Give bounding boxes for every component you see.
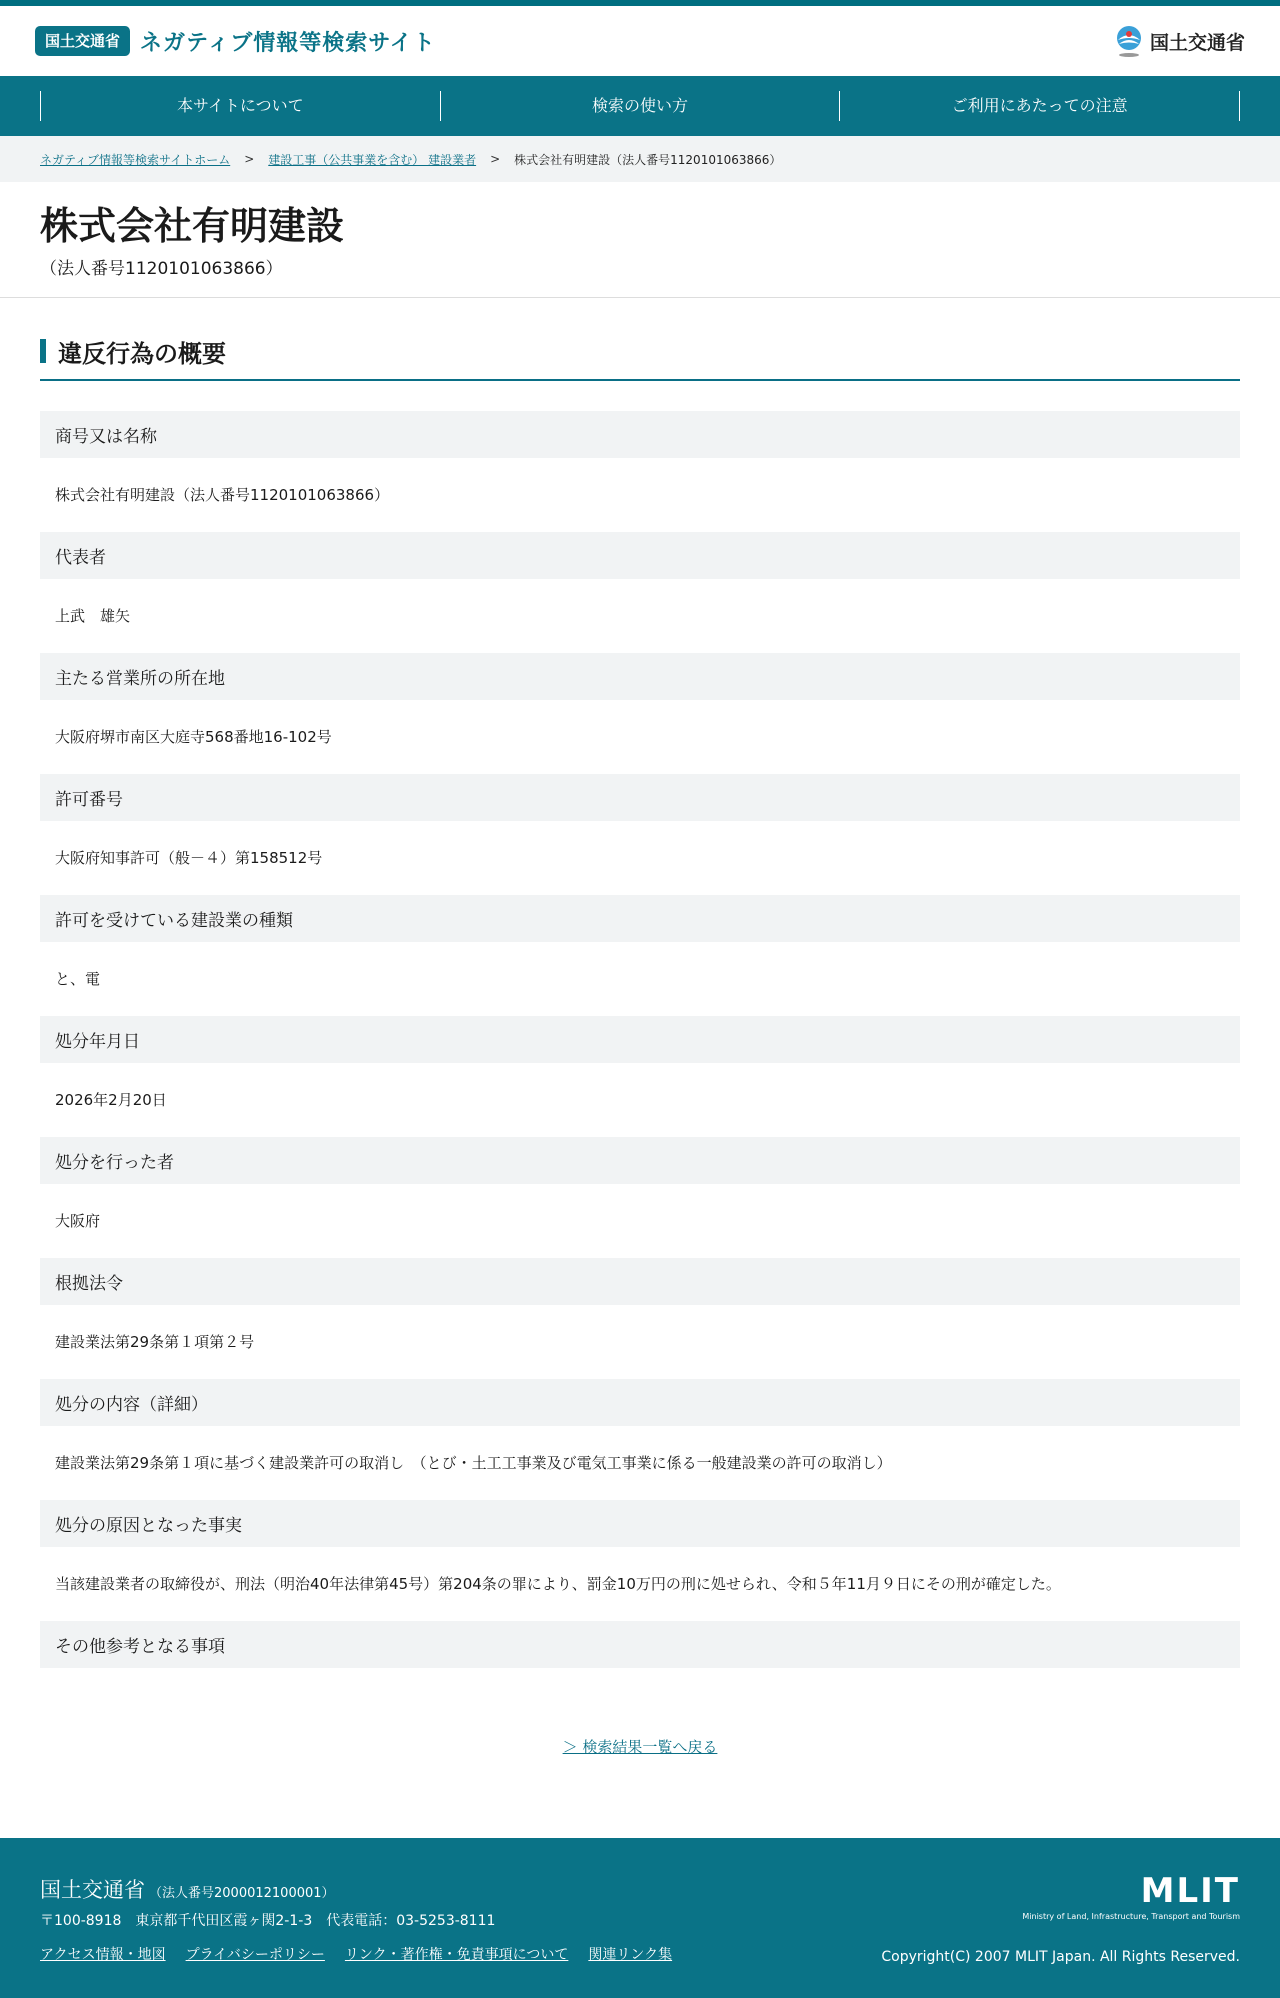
breadcrumb [0, 136, 1280, 182]
footer-link-privacy[interactable]: プライバシーポリシー [185, 1947, 325, 1963]
site-title: ネガティブ情報等検索サイト [140, 30, 436, 56]
footer-address: 〒100-8918 東京都千代田区霞ヶ関2-1-3 代表電話：03-5253-8111 [40, 1913, 496, 1929]
ministry-badge: 国土交通省 [35, 26, 130, 56]
footer-right [881, 1871, 1240, 1965]
heading-accent-bar [40, 339, 46, 363]
detail-label-disposition-date: 処分年月日 [40, 1016, 1240, 1063]
page-title: 株式会社有明建設 [40, 204, 345, 248]
breadcrumb-category-link[interactable]: 建設工事（公共事業を含む） 建設業者 [268, 152, 477, 167]
detail-label-legal-basis: 根拠法令 [40, 1258, 1240, 1305]
footer-org-name: 国土交通省 [40, 1878, 145, 1902]
footer-link-related[interactable]: 関連リンク集 [588, 1947, 673, 1963]
detail-label-representative: 代表者 [40, 532, 1240, 579]
detail-value-cause-facts: 当該建設業者の取締役が、刑法（明治40年法律第45号）第204条の罪により、罰金10万円の刑に処せられ、令和５年11月９日にその刑が確定した。 [55, 1575, 1061, 1594]
site-header [0, 6, 1280, 76]
footer-link-access[interactable]: アクセス情報・地図 [40, 1947, 166, 1963]
breadcrumb-current: 株式会社有明建設（法人番号1120101063866） [514, 152, 782, 167]
section-heading-text: 違反行為の概要 [58, 339, 226, 368]
back-link-container [40, 1736, 1240, 1796]
detail-label-disposition-details: 処分の内容（詳細） [40, 1379, 1240, 1426]
detail-value-disposing-authority: 大阪府 [55, 1212, 101, 1231]
detail-value-disposition-details: 建設業法第29条第１項に基づく建設業許可の取消し （とび・土工工事業及び電気工事業に係る一般建設業の許可の取消し） [55, 1454, 892, 1473]
detail-value-disposition-date: 2026年2月20日 [55, 1091, 167, 1110]
detail-list [40, 411, 1240, 1668]
breadcrumb-separator: > [244, 152, 255, 166]
global-nav [0, 76, 1280, 136]
breadcrumb-home-link[interactable]: ネガティブ情報等検索サイトホーム [40, 152, 231, 167]
ministry-emblem-icon [1114, 24, 1144, 58]
site-logo-link[interactable] [35, 26, 436, 57]
detail-value-trade-name: 株式会社有明建設（法人番号1120101063866） [55, 486, 390, 505]
detail-label-disposing-authority: 処分を行った者 [40, 1137, 1240, 1184]
detail-value-legal-basis: 建設業法第29条第１項第２号 [55, 1333, 255, 1352]
detail-value-business-types: と、電 [55, 970, 101, 989]
nav-item-how-to-search[interactable]: 検索の使い方 [440, 91, 840, 121]
back-to-results-link[interactable]: ＞ 検索結果一覧へ戻る [562, 1737, 718, 1756]
detail-label-business-types: 許可を受けている建設業の種類 [40, 895, 1240, 942]
copyright-text: Copyright(C) 2007 MLIT Japan. All Rights Reserved. [881, 1949, 1240, 1965]
nav-item-about[interactable]: 本サイトについて [40, 91, 440, 121]
mlit-wordmark-logo[interactable]: MLIT [1140, 1871, 1240, 1911]
ministry-logo[interactable] [1114, 24, 1245, 58]
ministry-logo-text: 国土交通省 [1149, 31, 1245, 54]
detail-label-license-number: 許可番号 [40, 774, 1240, 821]
detail-label-trade-name: 商号又は名称 [40, 411, 1240, 458]
breadcrumb-separator: > [490, 152, 501, 166]
section-heading [40, 334, 1240, 381]
footer-org-number: （法人番号2000012100001） [149, 1886, 335, 1901]
footer-link-copyright[interactable]: リンク・著作権・免責事項について [344, 1947, 569, 1963]
detail-value-representative: 上武 雄矢 [55, 607, 131, 626]
detail-value-license-number: 大阪府知事許可（般－４）第158512号 [55, 849, 323, 868]
nav-item-notes[interactable]: ご利用にあたっての注意 [839, 91, 1240, 121]
detail-value-office-address: 大阪府堺市南区大庭寺568番地16-102号 [55, 728, 332, 747]
main-content [0, 298, 1280, 1796]
mlit-wordmark-subtitle: Ministry of Land, Infrastructure, Transport and Tourism [1022, 1912, 1240, 1921]
detail-label-cause-facts: 処分の原因となった事実 [40, 1500, 1240, 1547]
corporate-number: （法人番号1120101063866） [40, 258, 283, 279]
site-footer [0, 1838, 1280, 1998]
detail-label-office-address: 主たる営業所の所在地 [40, 653, 1240, 700]
detail-label-other-notes: その他参考となる事項 [40, 1621, 1240, 1668]
page-title-block [0, 182, 1280, 298]
